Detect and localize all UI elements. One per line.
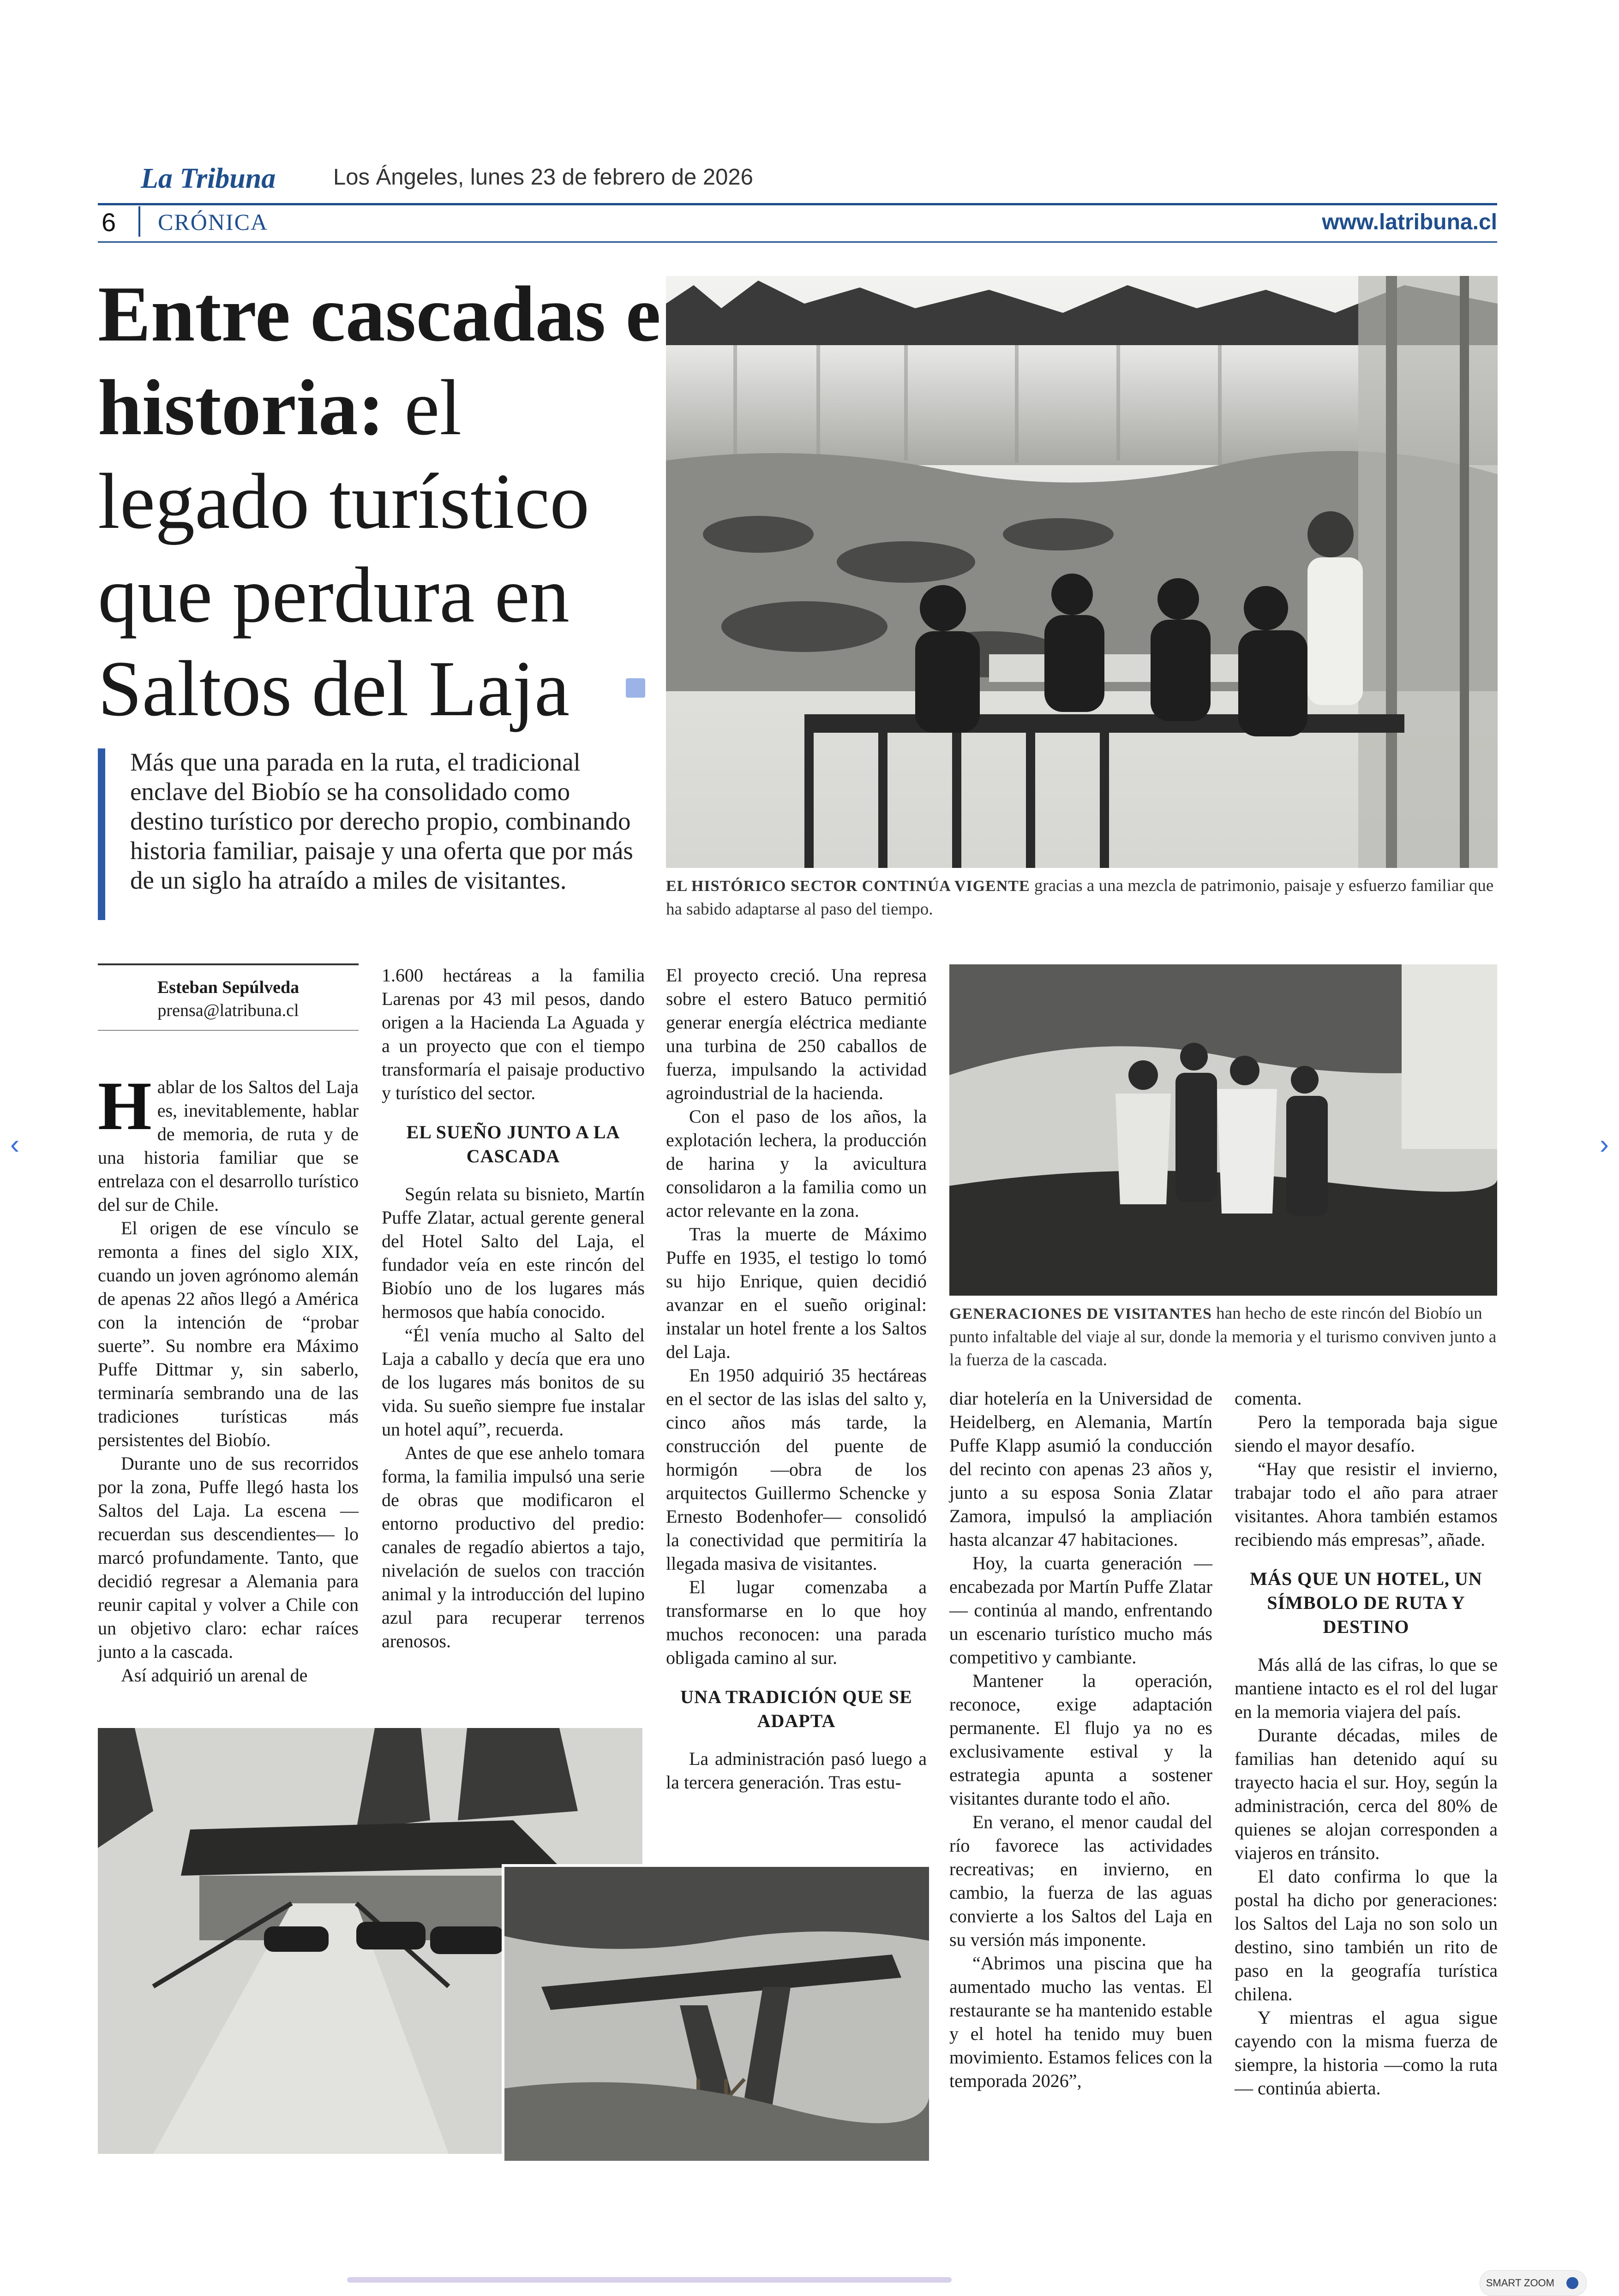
deck-summary: Más que una parada en la ruta, el tradicional enclave del Biobío se ha consolidado como destino turístico por derecho propio, combinando historia familiar, paisaje y una oferta que por más de un siglo ha atraído a miles de visitantes. [130, 748, 633, 894]
smart-zoom-label: SMART ZOOM [1486, 2277, 1554, 2289]
col2-paragraph-1: Según relata su bisnieto, Martín Puffe Zlatar, actual gerente general del Hotel Salto del Laja, el fundador veía en este rincón del Biobío uno de los lugares más hermosos que había conocido. [382, 1184, 645, 1322]
col5-paragraph-7: Y mientras el agua sigue cayendo con la misma fuerza de siempre, la historia —como la ruta— continúa abierta. [1235, 2007, 1498, 2099]
col5-paragraph-2: Pero la temporada baja sigue siendo el mayor desafío. [1235, 1411, 1498, 1456]
photo-visitors-illustration [949, 964, 1497, 1296]
col4-paragraph-2: Hoy, la cuarta generación —encabezada por Martín Puffe Zlatar— continúa al mando, enfrentando un escenario turístico mucho más competitivo y cambiante. [949, 1553, 1212, 1668]
photo-bridge-construction [502, 1864, 932, 2164]
photo-main-caption-text: gracias a una mezcla de patrimonio, paisaje y esfuerzo familiar que ha sabido adaptarse al paso del tiempo. [666, 876, 1494, 919]
article-column-4 [949, 1387, 1212, 2093]
photo-visitors [949, 964, 1497, 1296]
col3-paragraph-2: Con el paso de los años, la explotación lechera, la producción de harina y la avicultura consolidaron a la familia como un actor relevante en la zona. [666, 1106, 927, 1221]
col4-paragraph-3: Mantener la operación, reconoce, exige adaptación permanente. El flujo ya no es exclusivamente estival y la estrategia apunta a sostener visitantes durante todo el año. [949, 1670, 1212, 1809]
col1-paragraph-4: Así adquirió un arenal de [121, 1665, 308, 1686]
article-column-3 [666, 963, 927, 1794]
audio-icon[interactable] [626, 678, 645, 698]
prev-page-arrow-icon[interactable]: ‹ [10, 1129, 19, 1160]
website-url: www.latribuna.cl [1322, 210, 1497, 234]
col4-paragraph-1: diar hotelería en la Universidad de Heidelberg, en Alemania, Martín Puffe Klapp asumió la conducción del recinto con apenas 23 años y, junto a su esposa Sonia Zlatar Zamora, impulsó la ampliación hasta alcanzar 47 habitaciones. [949, 1388, 1212, 1550]
page-number: 6 [102, 208, 116, 237]
article-column-5 [1235, 1387, 1498, 2100]
smart-zoom-icon [1566, 2277, 1578, 2289]
col3-paragraph-5: El lugar comenzaba a transformarse en lo que hoy muchos reconocen: una parada obligada camino al sur. [666, 1577, 927, 1668]
col4-paragraph-5: “Abrimos una piscina que ha aumentado mucho las ventas. El restaurante se ha mantenido estable y el hotel ha tenido muy buen movimiento. Estamos felices con la temporada 2026”, [949, 1953, 1212, 2091]
byline [98, 976, 359, 1022]
headline [98, 268, 661, 736]
photo-second-caption-text: han hecho de este rincón del Biobío un punto infaltable del viaje al sur, donde la memoria y el turismo conviven junto a la fuerza de la cascada. [949, 1304, 1497, 1369]
col2-intro: 1.600 hectáreas a la familia Larenas por 43 mil pesos, dando origen a la Hacienda La Aguada y a un proyecto que con el tiempo transformaría el paisaje productivo y turístico del sector. [382, 965, 645, 1103]
section-divider [138, 206, 140, 237]
col5-paragraph-3: “Hay que resistir el invierno, trabajar todo el año para atraer visitantes. Ahora también estamos recibiendo más empresas”, añade. [1235, 1459, 1498, 1550]
col5-paragraph-5: Durante décadas, miles de familias han detenido aquí su trayecto hacia el sur. Hoy, según la administración, cerca del 80% de quienes se alojan corresponden a viajeros en tránsito. [1235, 1725, 1498, 1863]
col3-paragraph-1: El proyecto creció. Una represa sobre el estero Batuco permitió generar energía eléctrica mediante una turbina de 250 caballos de fuerza, impulsando la actividad agroindustrial de la hacienda. [666, 965, 927, 1103]
col2-paragraph-3: Antes de que ese anhelo tomara forma, la familia impulsó una serie de obras que modificaron el entorno productivo del predio: canales de regadío abiertos a tajo, nivelación de suelos con tracción animal y la introducción del lupino azul para recuperar terrenos arenosos. [382, 1442, 645, 1651]
subheading-sueno: EL SUEÑO JUNTO A LA CASCADA [406, 1122, 620, 1166]
photo-bridge-construction-illustration [504, 1867, 929, 2161]
article-column-2 [382, 963, 645, 1653]
deck-accent-bar [98, 748, 105, 920]
photo-main-caption-lead: EL HISTÓRICO SECTOR CONTINÚA VIGENTE [666, 878, 1030, 895]
byline-rule-top [98, 963, 359, 965]
col5-paragraph-4: Más allá de las cifras, lo que se mantiene intacto es el rol del lugar en la memoria viajera del país. [1235, 1654, 1498, 1722]
section-bar [98, 203, 1497, 243]
photo-terrace-waterfall [666, 276, 1498, 868]
author-name: Esteban Sepúlveda [157, 978, 300, 997]
newspaper-logo: La Tribuna [141, 163, 276, 194]
col4-paragraph-4: En verano, el menor caudal del río favorece las actividades recreativas; en invierno, en cambio, la fuerza de las aguas convierte a los Saltos del Laja en su versión más imponente. [949, 1812, 1212, 1950]
headline-regular: el legado turístico que perdura en Saltos del Laja [98, 364, 590, 733]
col1-paragraph-3: Durante uno de sus recorridos por la zona, Puffe llegó hasta los Saltos del Laja. La escena —recuerdan sus descendientes— lo marcó profundamente. Tanto, que decidió regresar a Alemania para reunir capital y volver a Chile con un objetivo claro: echar raíces junto a la cascada. [98, 1453, 359, 1662]
col3-paragraph-4: En 1950 adquirió 35 hectáreas en el sector de las islas del salto y, cinco años más tarde, la construcción del puente de hormigón —obra de los arquitectos Guillermo Schencke y Ernesto Bodenhofer— consolidó la conectividad que permitiría la llegada masiva de visitantes. [666, 1365, 927, 1574]
byline-rule-bottom [98, 1030, 359, 1031]
col3-paragraph-6: La administración pasó luego a la tercera generación. Tras estu- [666, 1748, 927, 1793]
col3-paragraph-3: Tras la muerte de Máximo Puffe en 1935, el testigo lo tomó su hijo Enrique, quien decidió avanzar en el sueño original: instalar un hotel frente a los Saltos del Laja. [666, 1224, 927, 1362]
photo-second-caption-lead: GENERACIONES DE VISITANTES [949, 1305, 1212, 1322]
page-scrollbar[interactable] [347, 2277, 952, 2283]
next-page-arrow-icon[interactable]: › [1600, 1129, 1609, 1160]
dropcap: H [98, 1068, 152, 1144]
section-name: CRÓNICA [158, 209, 269, 235]
col5-paragraph-6: El dato confirma lo que la postal ha dicho por generaciones: los Saltos del Laja no son solo un destino, sino también un rito de paso en la geografía turística chilena. [1235, 1866, 1498, 2004]
subheading-simbolo: MÁS QUE UN HOTEL, UN SÍMBOLO DE RUTA Y DESTINO [1250, 1568, 1482, 1637]
headline-bold: Entre cascadas e historia: [98, 270, 661, 452]
article-column-1 [98, 1068, 359, 1687]
subheading-tradicion: UNA TRADICIÓN QUE SE ADAPTA [680, 1686, 912, 1731]
photo-terrace-waterfall-illustration [666, 276, 1498, 868]
photo-main-caption [666, 874, 1498, 921]
photo-second-caption [949, 1302, 1497, 1372]
col1-paragraph-2: El origen de ese vínculo se remonta a fines del siglo XIX, cuando un joven agrónomo alemán de apenas 22 años llegó a América con la intención de “probar suerte”. Su nombre era Máximo Puffe Dittmar y, sin saberlo, terminaría sembrando una de las tradiciones turísticas más persistentes del Biobío. [98, 1218, 359, 1450]
col2-paragraph-2: “Él venía mucho al Salto del Laja a caballo y decía que era uno de los lugares más bonitos de su vida. Su sueño siempre fue instalar un hotel aquí”, recuerda. [382, 1325, 645, 1440]
col1-paragraph-1: ablar de los Saltos del Laja es, inevitablemente, hablar de memoria, de ruta y de una historia familiar que se entrelaza con el desarrollo turístico del sur de Chile. [98, 1076, 359, 1215]
author-email: prensa@latribuna.cl [157, 1001, 299, 1020]
col5-paragraph-1: comenta. [1235, 1388, 1302, 1409]
dateline: Los Ángeles, lunes 23 de febrero de 2026 [333, 165, 753, 190]
